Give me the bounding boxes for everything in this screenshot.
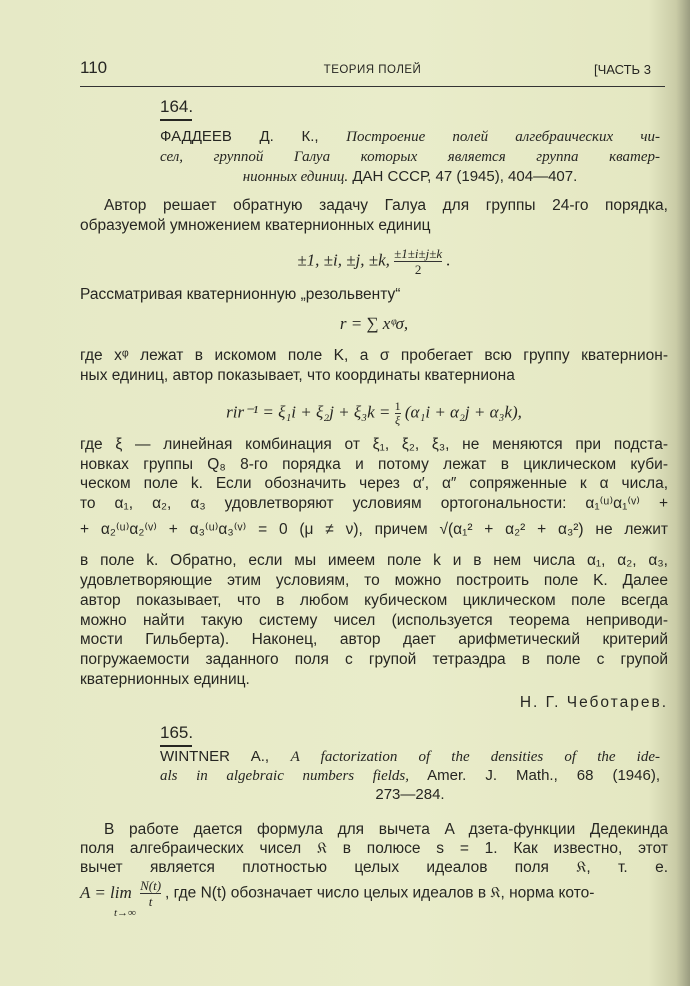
part-label: [ЧАСТЬ 3	[594, 62, 651, 77]
fraction-numerator: N(t)	[140, 878, 162, 893]
formula-quaternion-units	[80, 246, 668, 277]
fraction-denominator: t	[148, 894, 153, 909]
formula-quaternion-coordinates	[80, 400, 668, 427]
text-line: кватернионных единиц.	[80, 671, 250, 688]
text-line: где xᵠ лежат в искомом поле K, а σ пробегает всю группу кватернион-	[80, 347, 668, 364]
citation-title: сел, группой Галуа которых является группа кватер-	[160, 149, 660, 165]
text-line: образуемой умножением кватернионных единиц	[80, 217, 431, 234]
citation-line	[160, 147, 660, 167]
citation-author: ФАДДЕЕВ Д. К.,	[160, 128, 347, 145]
citation-author: WINTNER A.,	[160, 748, 291, 765]
fraction-numerator: ±1±i±j±k	[394, 246, 443, 261]
citation-title: A factorization of the densities of the ide-	[290, 749, 660, 765]
page-number: 110	[80, 58, 108, 77]
entry-number: 164.	[160, 97, 192, 121]
text-line: поля алгебраических чисел 𝔎 в полюсе s = 1. Как известно, этот	[80, 840, 668, 857]
running-title: ТЕОРИЯ ПОЛЕЙ	[323, 64, 422, 76]
formula-part: ±1, ±i, ±j, ±k,	[297, 250, 395, 270]
reviewer-signature: Н. Г. Чеботарев.	[519, 694, 668, 711]
citation-line	[160, 766, 660, 786]
header-rule	[80, 86, 665, 87]
citation-title: als in algebraic numbers fields,	[160, 768, 409, 784]
citation-line	[160, 167, 660, 187]
text-line: вычет является плотностью целых идеалов поля 𝔎, т. е.	[80, 859, 668, 876]
text-line: удовлетворяющие этим условиям, то можно построить поле K. Далее	[80, 572, 668, 589]
fraction-denominator: 2	[414, 262, 422, 277]
citation-line	[160, 127, 660, 147]
text-line: + α₂⁽ᵘ⁾α₂⁽ᵛ⁾ + α₃⁽ᵘ⁾α₃⁽ᵛ⁾ = 0 (μ ≠ ν), причем √(α₁² + α₂² + α₃²) не лежит	[80, 521, 668, 538]
text-line: погружаемости заданного поля с групой тетраэдра в поле с групой	[80, 651, 668, 668]
text-line: в поле k. Обратно, если мы имеем поле k и в нем числа α₁, α₂, α₃,	[80, 552, 668, 569]
text-line: где ξ — линейная комбинация от ξ₁, ξ₂, ξ₃, не меняются при подста-	[80, 436, 668, 453]
text-line: , где N(t) обозначает число целых идеалов в 𝔎, норма кото-	[165, 884, 595, 902]
formula-part: (α₁i + α₂j + α₃k),	[400, 402, 522, 422]
citation-source: ДАН СССР, 47 (1945), 404—407.	[348, 168, 578, 185]
formula-resolvent: r = ∑ xᵠσ,	[339, 314, 409, 333]
citation-source: Amer. J. Math., 68 (1946),	[408, 767, 660, 784]
citation-line: 273—284.	[375, 786, 445, 803]
text-line: новках группы Q₈ 8-го порядка и потому лежат в циклическом куби-	[80, 456, 668, 473]
limit-subscript: t→∞	[114, 906, 136, 919]
text-line: В работе дается формула для вычета A дзета-функции Дедекинда	[104, 821, 668, 838]
text-line: мости Гильберта). Наконец, автор дает арифметический критерий	[80, 631, 668, 648]
fraction-denominator: ξ	[395, 413, 401, 427]
formula-part: A = lim	[80, 882, 132, 902]
text-line: ческом поле k. Если обозначить через α′, α″ сопряженные к α числа,	[80, 475, 668, 492]
text-line: автор показывает, что в любом кубическом циклическом поле всегда	[80, 592, 668, 609]
citation-title: нионных единиц.	[242, 169, 349, 185]
formula-part: rir⁻¹ = ξ₁i + ξ₂j + ξ₃k =	[226, 402, 395, 422]
text-line: можно найти такую систему чисел (используется теорема неприводи-	[80, 612, 668, 629]
text-line: Автор решает обратную задачу Галуа для группы 24-го порядка,	[104, 197, 668, 214]
fraction-numerator: 1	[394, 399, 401, 413]
text-line: то α₁, α₂, α₃ удовлетворяют условиям ортогональности: α₁⁽ᵘ⁾α₁⁽ᵛ⁾ +	[80, 495, 668, 512]
entry-number: 165.	[160, 723, 192, 747]
limit-expression	[80, 882, 136, 919]
formula-residue-limit	[80, 878, 668, 919]
text-line: Рассматривая кватернионную „резольвенту“	[80, 286, 401, 303]
citation-title: Построение полей алгебраических чи-	[346, 129, 660, 145]
citation-line	[160, 747, 660, 767]
formula-part: .	[442, 250, 451, 270]
text-line: ных единиц, автор показывает, что координаты кватерниона	[80, 367, 515, 384]
